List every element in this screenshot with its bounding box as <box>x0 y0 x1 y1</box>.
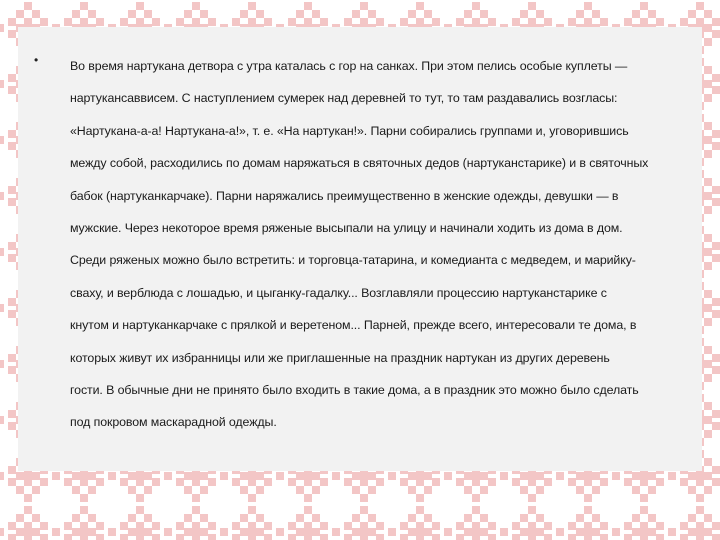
bullet-marker: • <box>34 53 39 67</box>
paragraph-line: Во время нартукана детвора с утра каталась с гор на санках. При этом пелись особые куплеты — <box>70 59 628 73</box>
paragraph-line: между собой, расходились по домам наряжаться в святочных дедов (нартуканстарике) и в святочных <box>70 156 649 171</box>
paragraph-line: гости. В обычные дни не принято было входить в такие дома, а в праздник это можно было сделать <box>70 383 639 398</box>
paragraph-line: кнутом и нартуканкарчаке с прялкой и веретеном... Парней, прежде всего, интересовали те дома, в <box>70 318 637 333</box>
paragraph-line: под покровом маскарадной одежды. <box>70 415 277 430</box>
body-paragraph <box>70 50 686 439</box>
paragraph-line: нартукансаввисем. С наступлением сумерек над деревней то тут, то там раздавались возгласы: <box>70 91 618 106</box>
paragraph-line: сваху, и верблюда с лошадью, и цыганку-гадалку... Возглавляли процессию нартуканстарике с <box>70 285 607 300</box>
paragraph-line: Среди ряженых можно было встретить: и торговца-татарина, и комедианта с медведем, и марийку- <box>70 253 636 268</box>
paragraph-line: «Нартукана-а-а! Нартукана-а!», т. е. «На нартукан!». Парни собирались группами и, уговорившись <box>70 123 629 138</box>
paragraph-line: бабок (нартуканкарчаке). Парни наряжались преимущественно в женские одежды, девушки — в <box>70 188 619 203</box>
paragraph-line: которых живут их избранницы или же приглашенные на праздник нартукан из других деревень <box>70 350 610 365</box>
paragraph-line: мужские. Через некоторое время ряженые высыпали на улицу и начинали ходить из дома в дом. <box>70 221 623 236</box>
